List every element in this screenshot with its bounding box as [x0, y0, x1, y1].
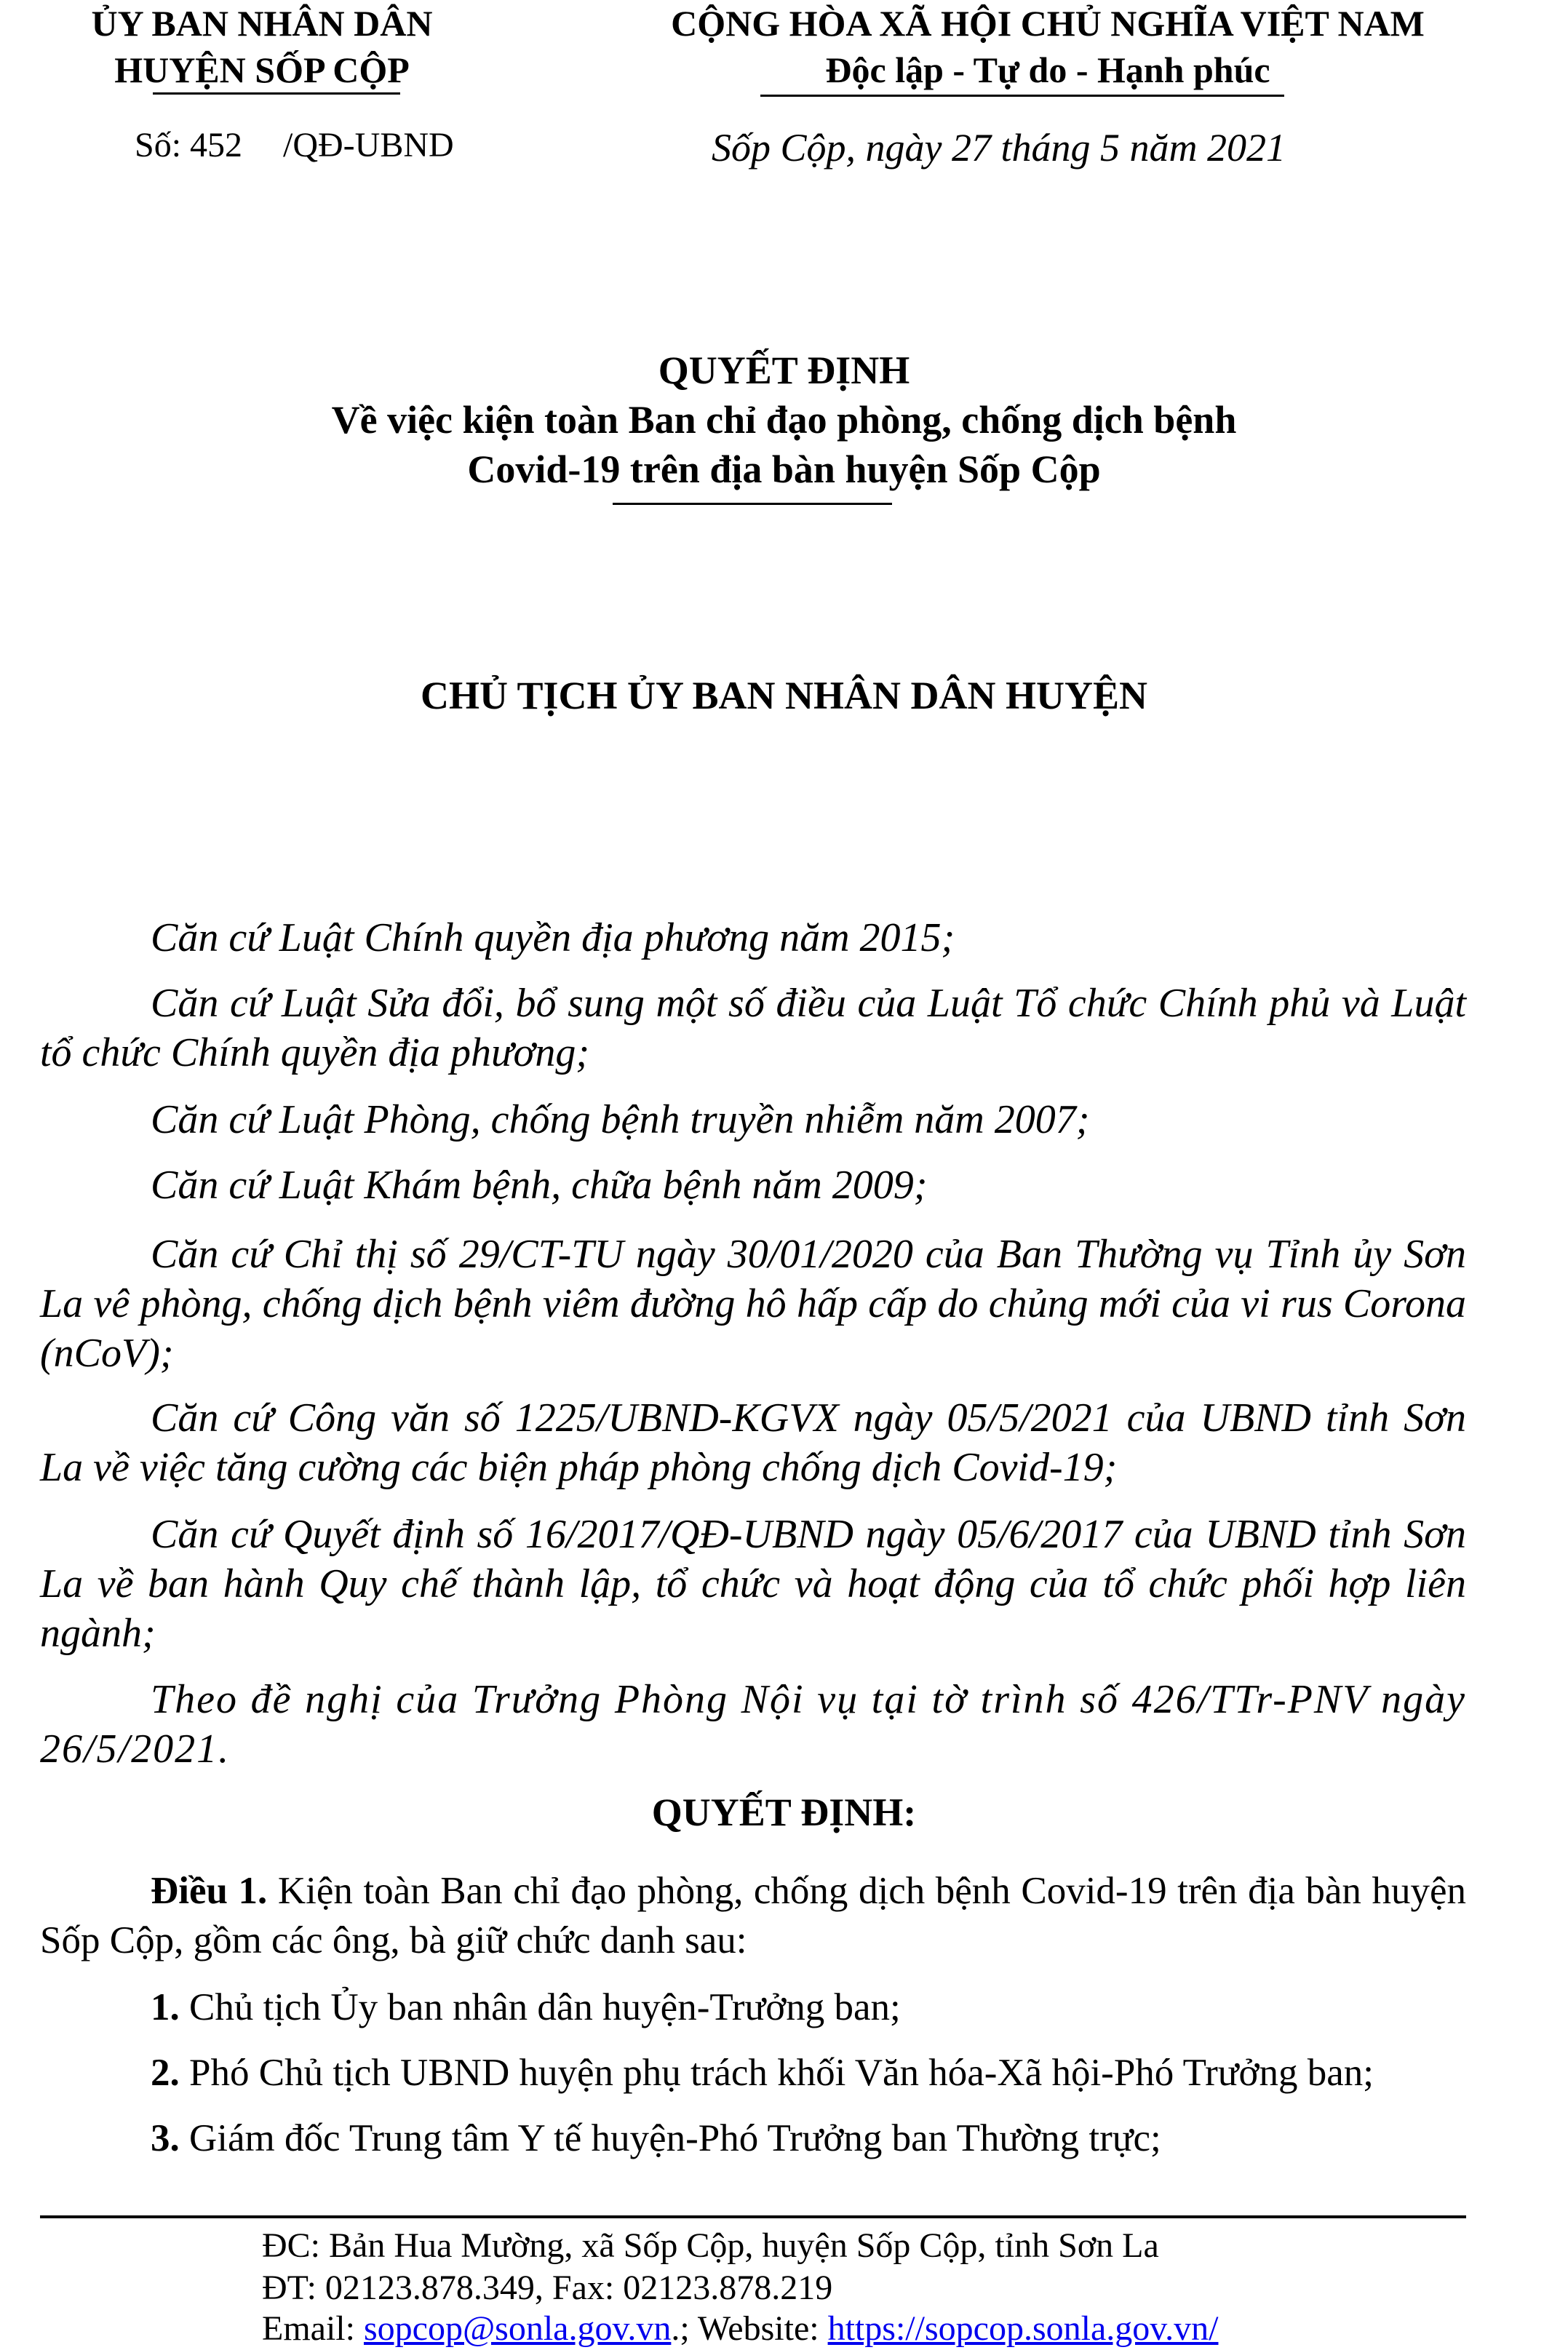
document-number-prefix: Số: 452 [135, 126, 243, 164]
subject-line-1: Về việc kiện toàn Ban chỉ đạo phòng, chống dịch bệnh [331, 398, 1237, 442]
email-label: Email: [262, 2309, 364, 2348]
decision-heading: QUYẾT ĐỊNH: [651, 1791, 917, 1834]
document-type: QUYẾT ĐỊNH [658, 348, 910, 392]
issuer-underline [153, 92, 400, 95]
legal-basis-2: Căn cứ Luật Sửa đổi, bổ sung một số điều của Luật Tổ chức Chính phủ và Luật tổ chức Chính quyền địa phương; [40, 981, 1466, 1075]
website-link[interactable]: https://sopcop.sonla.gov.vn/ [827, 2309, 1219, 2348]
article-1-label: Điều 1. [151, 1870, 268, 1912]
footer-phone: ĐT: 02123.878.349, Fax: 02123.878.219 [262, 2269, 833, 2307]
footer-address: ĐC: Bản Hua Mường, xã Sốp Cộp, huyện Sốp Cộp, tỉnh Sơn La [262, 2226, 1159, 2265]
document-date: Sốp Cộp, ngày 27 tháng 5 năm 2021 [712, 126, 1286, 170]
website-label: .; Website: [671, 2309, 828, 2348]
article-1-text: Kiện toàn Ban chỉ đạo phòng, chống dịch bệnh Covid-19 trên địa bàn huyện Sốp Cộp, gồm các ông, bà giữ chức danh sau: [40, 1870, 1467, 1961]
legal-basis-3: Căn cứ Luật Phòng, chống bệnh truyền nhiễm năm 2007; [151, 1097, 1090, 1142]
footer-divider [40, 2215, 1466, 2218]
document-number [135, 125, 454, 165]
email-link[interactable]: sopcop@sonla.gov.vn [363, 2309, 672, 2348]
issuer-line-2: HUYỆN SỐP CỘP [114, 49, 410, 90]
footer-contact [262, 2308, 1218, 2350]
subject-line-2: Covid-19 trên địa bàn huyện Sốp Cộp [467, 447, 1101, 491]
legal-basis-7: Căn cứ Quyết định số 16/2017/QĐ-UBND ngày 05/6/2017 của UBND tỉnh Sơn La về ban hành Quy chế thành lập, tổ chức và hoạt động của tổ chức phối hợp liên ngành; [40, 1512, 1466, 1656]
article-1 [40, 1866, 1466, 1965]
member-item: 1. Chủ tịch Ủy ban nhân dân huyện-Trưởng ban; [151, 1986, 901, 2028]
national-title-block [553, 0, 1543, 93]
national-name: CỘNG HÒA XÃ HỘI CHỦ NGHĨA VIỆT NAM [671, 3, 1425, 44]
issuer-block [29, 0, 495, 93]
proposal-basis: Theo đề nghị của Trưởng Phòng Nội vụ tại tờ trình số 426/TTr-PNV ngày 26/5/2021. [40, 1677, 1466, 1772]
legal-basis-4: Căn cứ Luật Khám bệnh, chữa bệnh năm 2009; [151, 1163, 928, 1208]
legal-basis-5: Căn cứ Chỉ thị số 29/CT-TU ngày 30/01/2020 của Ban Thường vụ Tỉnh ủy Sơn La vê phòng, chống dịch bệnh viêm đường hô hấp cấp do chủng mới của vi rus Corona (nCoV); [40, 1232, 1466, 1376]
member-item: 3. Giám đốc Trung tâm Y tế huyện-Phó Trưởng ban Thường trực; [151, 2117, 1161, 2159]
legal-basis-6: Căn cứ Công văn số 1225/UBND-KGVX ngày 05/5/2021 của UBND tỉnh Sơn La về việc tăng cường các biện pháp phòng chống dịch Covid-19; [40, 1395, 1466, 1490]
title-underline [613, 503, 892, 505]
document-number-suffix: /QĐ-UBND [283, 126, 454, 164]
legal-basis-1: Căn cứ Luật Chính quyền địa phương năm 2015; [151, 915, 955, 960]
title-block [0, 346, 1568, 494]
motto-underline [760, 95, 1284, 97]
issuer-line-1: ỦY BAN NHÂN DÂN [91, 3, 433, 44]
member-item: 2. Phó Chủ tịch UBND huyện phụ trách khối Văn hóa-Xã hội-Phó Trưởng ban; [151, 2052, 1374, 2094]
issuing-authority: CHỦ TỊCH ỦY BAN NHÂN DÂN HUYỆN [420, 674, 1148, 717]
national-motto: Độc lập - Tự do - Hạnh phúc [825, 49, 1270, 90]
